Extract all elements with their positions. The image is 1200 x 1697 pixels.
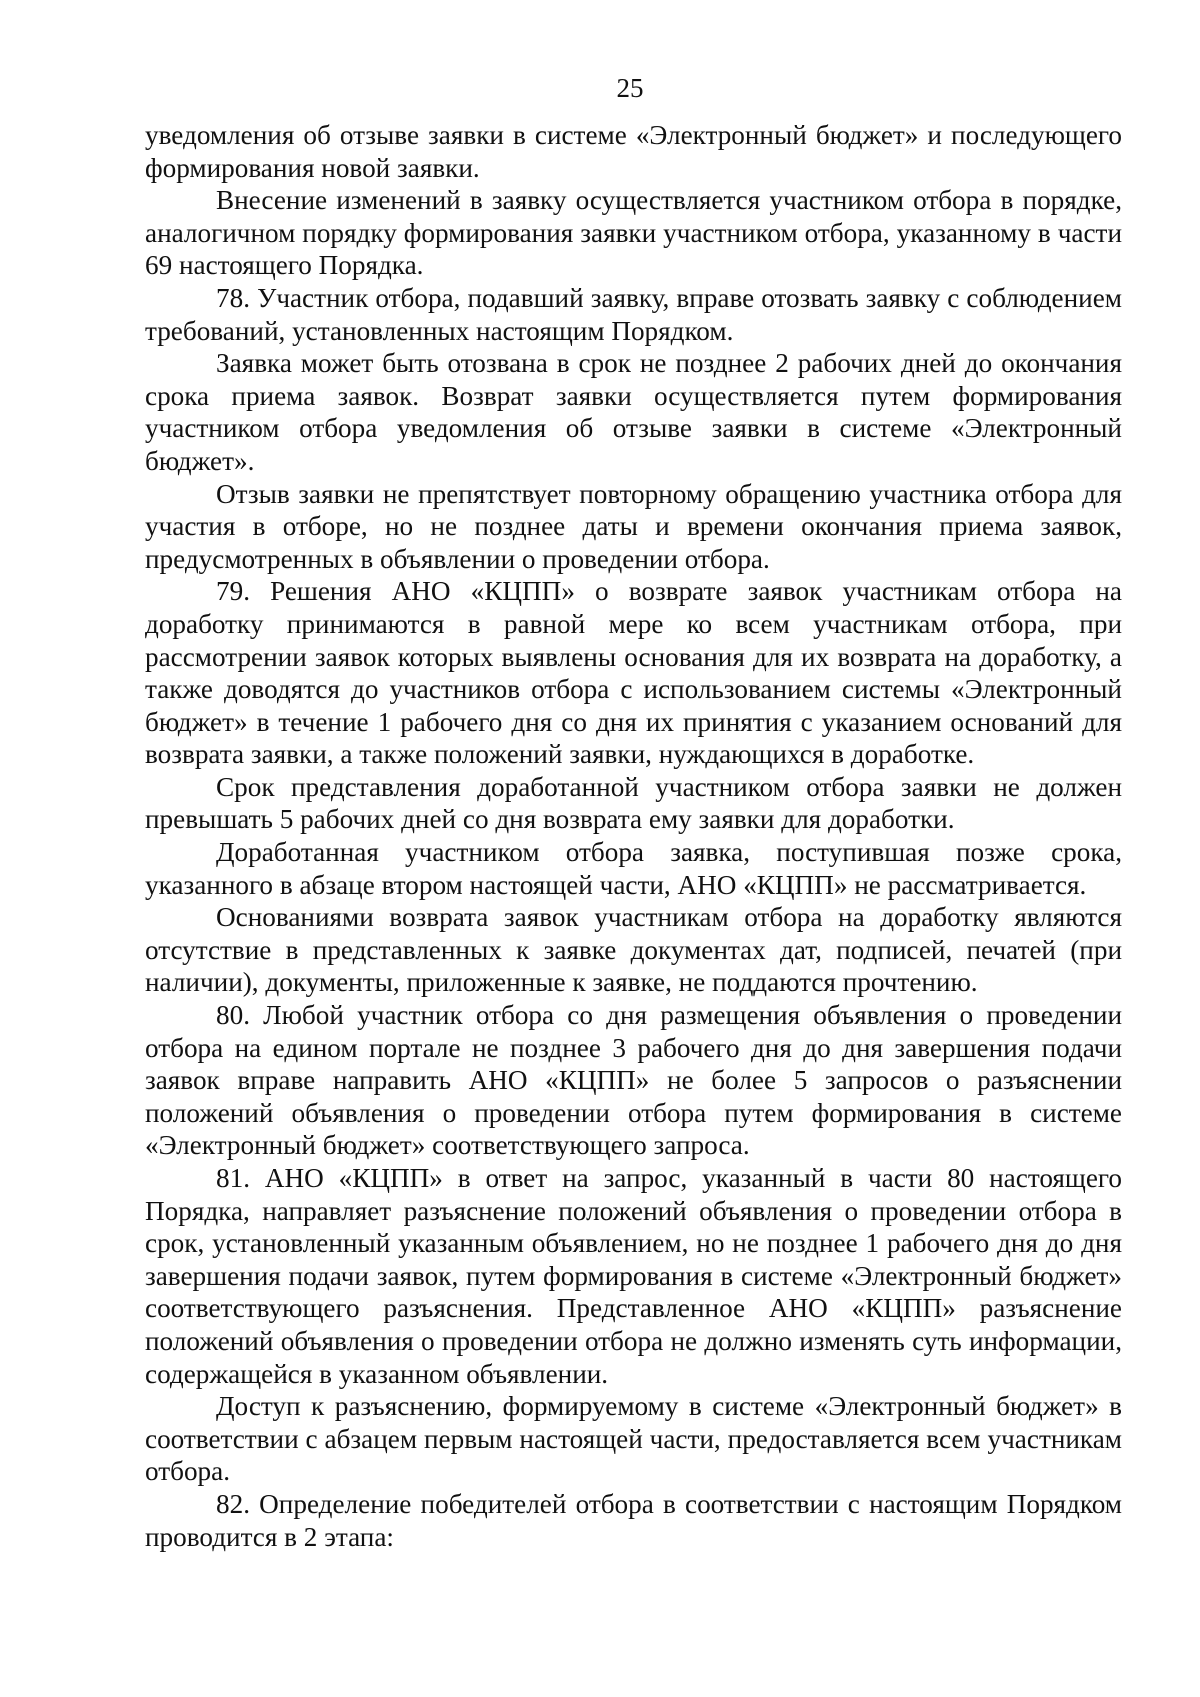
page-number: 25 xyxy=(616,73,644,103)
paragraph: Заявка может быть отозвана в срок не позднее 2 рабочих дней до окончания срока приема заявок. Возврат заявки осуществляется путем формирования участником отбора уведомления об отзыве заявки в системе «Электронный бюджет». xyxy=(145,348,1122,476)
paragraph-clause-78: 78. Участник отбора, подавший заявку, вправе отозвать заявку с соблюдением требований, установленных настоящим Порядком. xyxy=(145,282,1122,346)
paragraph-clause-82: 82. Определение победителей отбора в соответствии с настоящим Порядком проводится в 2 этапа: xyxy=(145,1488,1122,1552)
paragraph-clause-81: 81. АНО «КЦПП» в ответ на запрос, указанный в части 80 настоящего Порядка, направляет разъяснение положений объявления о проведении отбора в срок, установленный указанным объявлением, но не позднее 1 рабочего дня до дня завершения подачи заявок, путем формирования в системе «Электронный бюджет» соответствующего разъяснения. Представленное АНО «КЦПП» разъяснение положений объявления о проведении отбора не должно изменять суть информации, содержащейся в указанном объявлении. xyxy=(145,1163,1122,1389)
paragraph: Доступ к разъяснению, формируемому в системе «Электронный бюджет» в соответствии с абзацем первым настоящей части, предоставляется всем участникам отбора. xyxy=(145,1391,1122,1487)
paragraph: Отзыв заявки не препятствует повторному обращению участника отбора для участия в отборе, но не позднее даты и времени окончания приема заявок, предусмотренных в объявлении о проведении отбора. xyxy=(145,478,1122,574)
paragraph-continuation: уведомления об отзыве заявки в системе «Электронный бюджет» и последующего формирования новой заявки. xyxy=(145,120,1122,183)
paragraph: Основаниями возврата заявок участникам отбора на доработку являются отсутствие в представленных к заявке документах дат, подписей, печатей (при наличии), документы, приложенные к заявке, не поддаются прочтению. xyxy=(145,902,1122,998)
paragraph: Внесение изменений в заявку осуществляется участником отбора в порядке, аналогичном порядку формирования заявки участником отбора, указанному в части 69 настоящего Порядка. xyxy=(145,185,1122,281)
paragraph-clause-80: 80. Любой участник отбора со дня размещения объявления о проведении отбора на едином портале не позднее 3 рабочего дня до дня завершения подачи заявок вправе направить АНО «КЦПП» не более 5 запросов о разъяснении положений объявления о проведении отбора путем формирования в системе «Электронный бюджет» соответствующего запроса. xyxy=(145,1000,1122,1161)
paragraph-clause-79: 79. Решения АНО «КЦПП» о возврате заявок участникам отбора на доработку принимаются в равной мере ко всем участникам отбора, при рассмотрении заявок которых выявлены основания для их возврата на доработку, а также доводятся до участников отбора с использованием системы «Электронный бюджет» в течение 1 рабочего дня со дня их принятия с указанием оснований для возврата заявки, а также положений заявки, нуждающихся в доработке. xyxy=(145,576,1122,770)
document-body xyxy=(145,119,1122,1553)
paragraph: Срок представления доработанной участником отбора заявки не должен превышать 5 рабочих дней со дня возврата ему заявки для доработки. xyxy=(145,771,1122,835)
paragraph: Доработанная участником отбора заявка, поступившая позже срока, указанного в абзаце втором настоящей части, АНО «КЦПП» не рассматривается. xyxy=(145,837,1122,900)
